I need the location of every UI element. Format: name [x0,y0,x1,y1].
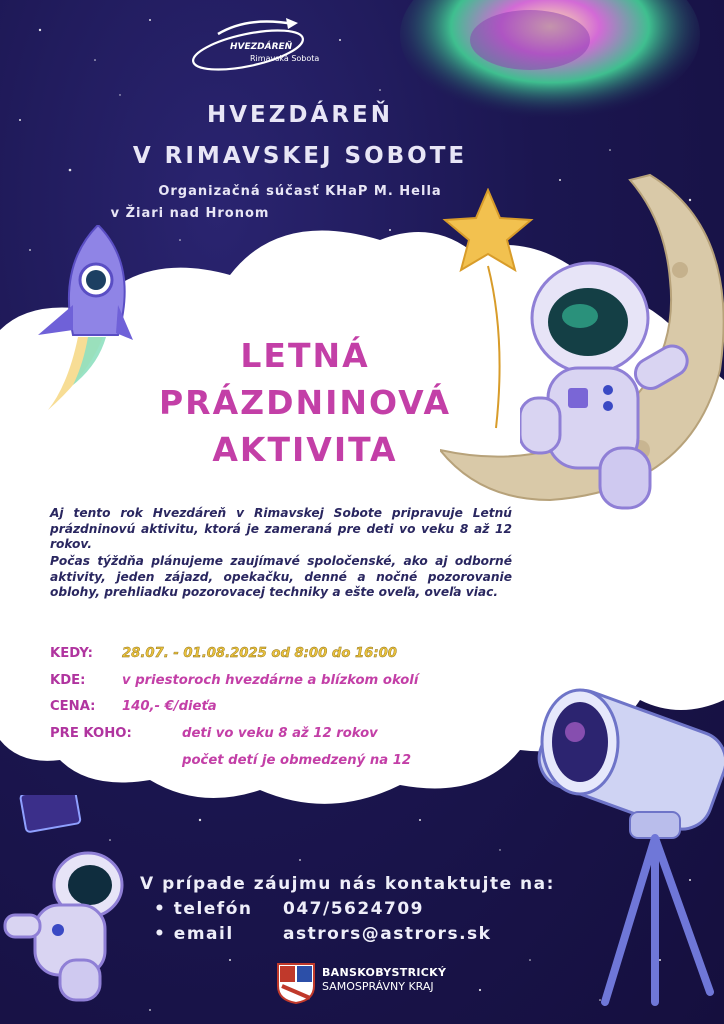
sponsor-name [322,966,446,994]
phone-label: • telefón [154,899,253,919]
audience-value: deti vo veku 8 až 12 rokov [182,726,378,741]
when-value: 28.07. - 01.08.2025 od 8:00 do 16:00 [122,646,397,661]
where-value: v priestoroch hvezdárne a blízkom okolí [122,673,419,688]
region-coat-of-arms-icon [276,962,316,1004]
email-label: • email [154,924,234,944]
price-label: CENA: [50,699,96,714]
where-row [50,673,85,688]
description-paragraph: Aj tento rok Hvezdáreň v Rimavskej Sobote pripravuje Letnú prázdninovú aktivitu, ktorá je zameraná pre deti vo veku 8 až 12 rokov. [50,506,512,552]
price-value: 140,- €/dieťa [122,699,217,714]
where-label: KDE: [50,673,86,688]
when-row [50,646,93,661]
phone-value[interactable]: 047/5624709 [283,899,424,919]
sponsor-line2: SAMOSPRÁVNY KRAJ [322,980,434,993]
astronaut-illustration [520,258,720,518]
small-astronaut-illustration [0,795,140,1005]
price-row [50,699,95,714]
description-paragraph: Počas týždňa plánujeme zaujímavé spoločenské, ako aj odborné aktivity, jeden zájazd, opekačku, denné a nočné pozorovanie oblohy, prehliadku pozorovacej techniky a ešte oveľa, oveľa viac. [50,554,512,600]
when-label: KEDY: [50,646,93,661]
header-title-line2: V RIMAVSKEJ SOBOTE [132,143,468,169]
event-title-line2: PRÁZDNINOVÁ [159,383,451,422]
audience-label: PRE KOHO: [50,726,132,741]
email-value[interactable]: astrors@astrors.sk [283,924,492,944]
logo-text: HVEZDÁREŇ [230,42,293,52]
header-title-line1: HVEZDÁREŇ [206,102,393,128]
audience-limit: počet detí je obmedzený na 12 [182,753,412,768]
audience-row [50,726,132,741]
event-title-line3: AKTIVITA [212,430,398,469]
event-title-line1: LETNÁ [240,336,370,375]
organization-line2: v Žiari nad Hronom [110,206,270,221]
organization-line1: Organizačná súčasť KHaP M. Hella [158,184,442,199]
sponsor-line1: BANSKOBYSTRICKÝ [322,966,447,979]
logo-subtext: Rimavská Sobota [250,54,320,63]
telescope-illustration [525,672,724,1012]
contact-intro: V prípade záujmu nás kontaktujte na: [140,874,555,894]
